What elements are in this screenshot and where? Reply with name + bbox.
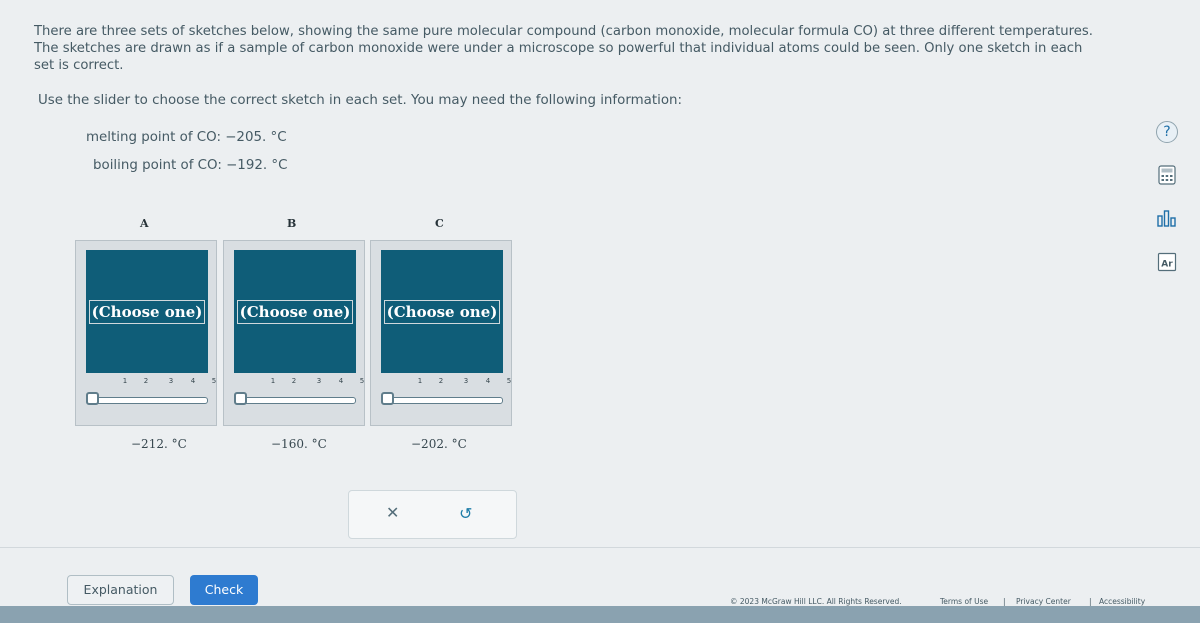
help-button[interactable] [1156, 121, 1178, 143]
tick-label: 2 [438, 377, 444, 385]
footer-copyright: © 2023 McGraw Hill LLC. All Rights Reserved. [730, 597, 902, 606]
explanation-button[interactable]: Explanation [67, 575, 174, 605]
tick-label: 4 [485, 377, 491, 385]
choose-dropdown-b[interactable]: (Choose one) [237, 300, 354, 324]
temperature-label-c: −202. °C [411, 437, 467, 451]
footer-terms-link[interactable]: Terms of Use [940, 597, 989, 606]
tick-label: 2 [143, 377, 149, 385]
tick-label: 1 [417, 377, 423, 385]
answer-action-box [348, 490, 517, 539]
temperature-label-a: −212. °C [131, 437, 187, 451]
bottom-bar [0, 606, 1200, 623]
calculator-icon [1157, 165, 1177, 185]
tick-label: 2 [291, 377, 297, 385]
sketch-area-a [86, 250, 208, 373]
slider-handle-c[interactable] [381, 392, 394, 405]
intro-text [34, 23, 1144, 74]
slider-track-b[interactable] [238, 397, 356, 404]
intro-line-2: The sketches are drawn as if a sample of carbon monoxide were under a microscope so powerful that individual atoms could be seen. Only one sketch in each [34, 41, 1083, 56]
temperature-label-b: −160. °C [271, 437, 327, 451]
clear-icon[interactable]: ✕ [386, 503, 400, 522]
slider-handle-b[interactable] [234, 392, 247, 405]
tick-label: 1 [122, 377, 128, 385]
chart-icon [1156, 208, 1178, 228]
footer-privacy-link[interactable]: Privacy Center [1016, 597, 1071, 606]
slider-ticks-a [100, 377, 217, 397]
divider [0, 547, 1200, 548]
sketch-area-c [381, 250, 503, 373]
tick-label: 5 [211, 377, 217, 385]
slider-ticks-c [395, 377, 512, 397]
choose-dropdown-c[interactable]: (Choose one) [384, 300, 501, 324]
tick-label: 3 [316, 377, 322, 385]
tick-label: 5 [506, 377, 512, 385]
footer-separator: | [1003, 597, 1006, 606]
panel-label-b: B [287, 217, 297, 230]
tick-label: 4 [338, 377, 344, 385]
tick-label: 4 [190, 377, 196, 385]
footer-accessibility-link[interactable]: Accessibility [1099, 597, 1146, 606]
check-button[interactable]: Check [190, 575, 258, 605]
calculator-button[interactable] [1156, 164, 1178, 186]
tick-label: 3 [463, 377, 469, 385]
panel-label-c: C [435, 217, 444, 230]
sketch-area-b [234, 250, 356, 373]
panel-label-a: A [140, 217, 149, 230]
slider-ticks-b [248, 377, 365, 397]
tick-label: 5 [359, 377, 365, 385]
intro-line-3: set is correct. [34, 58, 124, 73]
footer-separator: | [1089, 597, 1092, 606]
slider-track-a[interactable] [90, 397, 208, 404]
sketch-panel-b [223, 240, 365, 426]
periodic-table-text: Ar [1161, 259, 1173, 270]
choose-dropdown-a[interactable]: (Choose one) [89, 300, 206, 324]
periodic-table-button[interactable] [1156, 251, 1178, 273]
slider-track-c[interactable] [385, 397, 503, 404]
help-icon: ? [1156, 121, 1178, 143]
intro-line-1: There are three sets of sketches below, showing the same pure molecular compound (carbon monoxide, molecular formula CO) at three different temperatures. [34, 24, 1093, 39]
data-chart-button[interactable] [1156, 207, 1178, 229]
undo-icon[interactable]: ↺ [459, 504, 473, 523]
tick-label: 1 [270, 377, 276, 385]
tick-label: 3 [168, 377, 174, 385]
boiling-point-info: boiling point of CO: −192. °C [93, 158, 288, 173]
slider-handle-a[interactable] [86, 392, 99, 405]
periodic-table-icon [1157, 252, 1177, 272]
instruction-text: Use the slider to choose the correct sketch in each set. You may need the following information: [38, 93, 683, 108]
sketch-panel-c [370, 240, 512, 426]
sketch-panel-a [75, 240, 217, 426]
melting-point-info: melting point of CO: −205. °C [86, 130, 287, 145]
